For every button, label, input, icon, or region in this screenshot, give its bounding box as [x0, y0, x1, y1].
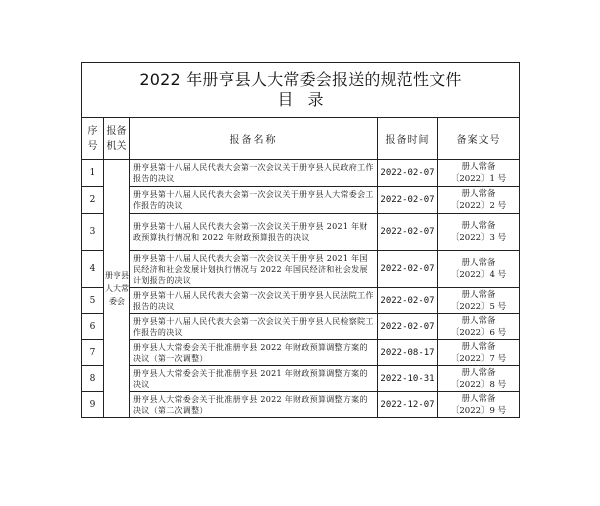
table-row — [82, 160, 520, 187]
table-row — [82, 392, 520, 418]
row-date: 2022-02-07 — [378, 160, 438, 187]
header-name: 报备名称 — [130, 118, 378, 160]
row-date: 2022-02-07 — [378, 314, 438, 340]
row-seq: 9 — [82, 392, 104, 418]
row-seq: 2 — [82, 187, 104, 214]
row-date: 2022-02-07 — [378, 288, 438, 314]
catalog-table — [81, 62, 520, 418]
header-file-no: 备案文号 — [438, 118, 520, 160]
row-seq: 5 — [82, 288, 104, 314]
table-row — [82, 314, 520, 340]
row-name: 册亨县人大常委会关于批准册亨县 2022 年财政预算调整方案的决议（第二次调整） — [130, 392, 378, 418]
row-seq: 6 — [82, 314, 104, 340]
row-name: 册亨县第十八届人民代表大会第一次会议关于册亨县人民政府工作报告的决议 — [130, 160, 378, 187]
row-date: 2022-12-07 — [378, 392, 438, 418]
row-name: 册亨县第十八届人民代表大会第一次会议关于册亨县人民检察院工作报告的决议 — [130, 314, 378, 340]
header-org: 报备机关 — [104, 118, 130, 160]
header-seq: 序号 — [82, 118, 104, 160]
row-name: 册亨县第十八届人民代表大会第一次会议关于册亨县 2021 年财政预算执行情况和 2022 年财政预算报告的决议 — [130, 214, 378, 251]
org-name: 册亨县人大常委会 — [105, 271, 129, 306]
row-seq: 7 — [82, 340, 104, 366]
row-file-no: 册人常备 〔2022〕4 号 — [438, 251, 520, 288]
row-file-no: 册人常备 〔2022〕9 号 — [438, 392, 520, 418]
row-file-no: 册人常备 〔2022〕8 号 — [438, 366, 520, 392]
row-seq: 1 — [82, 160, 104, 187]
table-row — [82, 366, 520, 392]
row-name: 册亨县人大常委会关于批准册亨县 2022 年财政预算调整方案的决议（第一次调整） — [130, 340, 378, 366]
row-file-no: 册人常备 〔2022〕2 号 — [438, 187, 520, 214]
row-name: 册亨县人大常委会关于批准册亨县 2021 年财政预算调整方案的决议 — [130, 366, 378, 392]
title-cell — [82, 63, 520, 118]
table-row — [82, 251, 520, 288]
org-cell — [104, 160, 130, 418]
row-file-no: 册人常备 〔2022〕5 号 — [438, 288, 520, 314]
table-row — [82, 214, 520, 251]
row-file-no: 册人常备 〔2022〕7 号 — [438, 340, 520, 366]
row-date: 2022-02-07 — [378, 214, 438, 251]
row-file-no: 册人常备 〔2022〕6 号 — [438, 314, 520, 340]
row-seq: 8 — [82, 366, 104, 392]
row-date: 2022-02-07 — [378, 187, 438, 214]
row-date: 2022-02-07 — [378, 251, 438, 288]
row-date: 2022-08-17 — [378, 340, 438, 366]
row-file-no: 册人常备 〔2022〕3 号 — [438, 214, 520, 251]
table-row — [82, 288, 520, 314]
catalog-sheet — [81, 62, 519, 418]
document-subtitle: 目录 — [277, 90, 338, 109]
table-row — [82, 187, 520, 214]
document-title: 2022 年册亨县人大常委会报送的规范性文件 — [139, 70, 462, 89]
row-name: 册亨县第十八届人民代表大会第一次会议关于册亨县人大常委会工作报告的决议 — [130, 187, 378, 214]
row-seq: 3 — [82, 214, 104, 251]
row-name: 册亨县第十八届人民代表大会第一次会议关于册亨县 2021 年国民经济和社会发展计划执行情况与 2022 年国民经济和社会发展计划报告的决议 — [130, 251, 378, 288]
row-seq: 4 — [82, 251, 104, 288]
row-name: 册亨县第十八届人民代表大会第一次会议关于册亨县人民法院工作报告的决议 — [130, 288, 378, 314]
header-date: 报备时间 — [378, 118, 438, 160]
header-row — [82, 118, 520, 160]
table-row — [82, 340, 520, 366]
row-file-no: 册人常备 〔2022〕1 号 — [438, 160, 520, 187]
row-date: 2022-10-31 — [378, 366, 438, 392]
